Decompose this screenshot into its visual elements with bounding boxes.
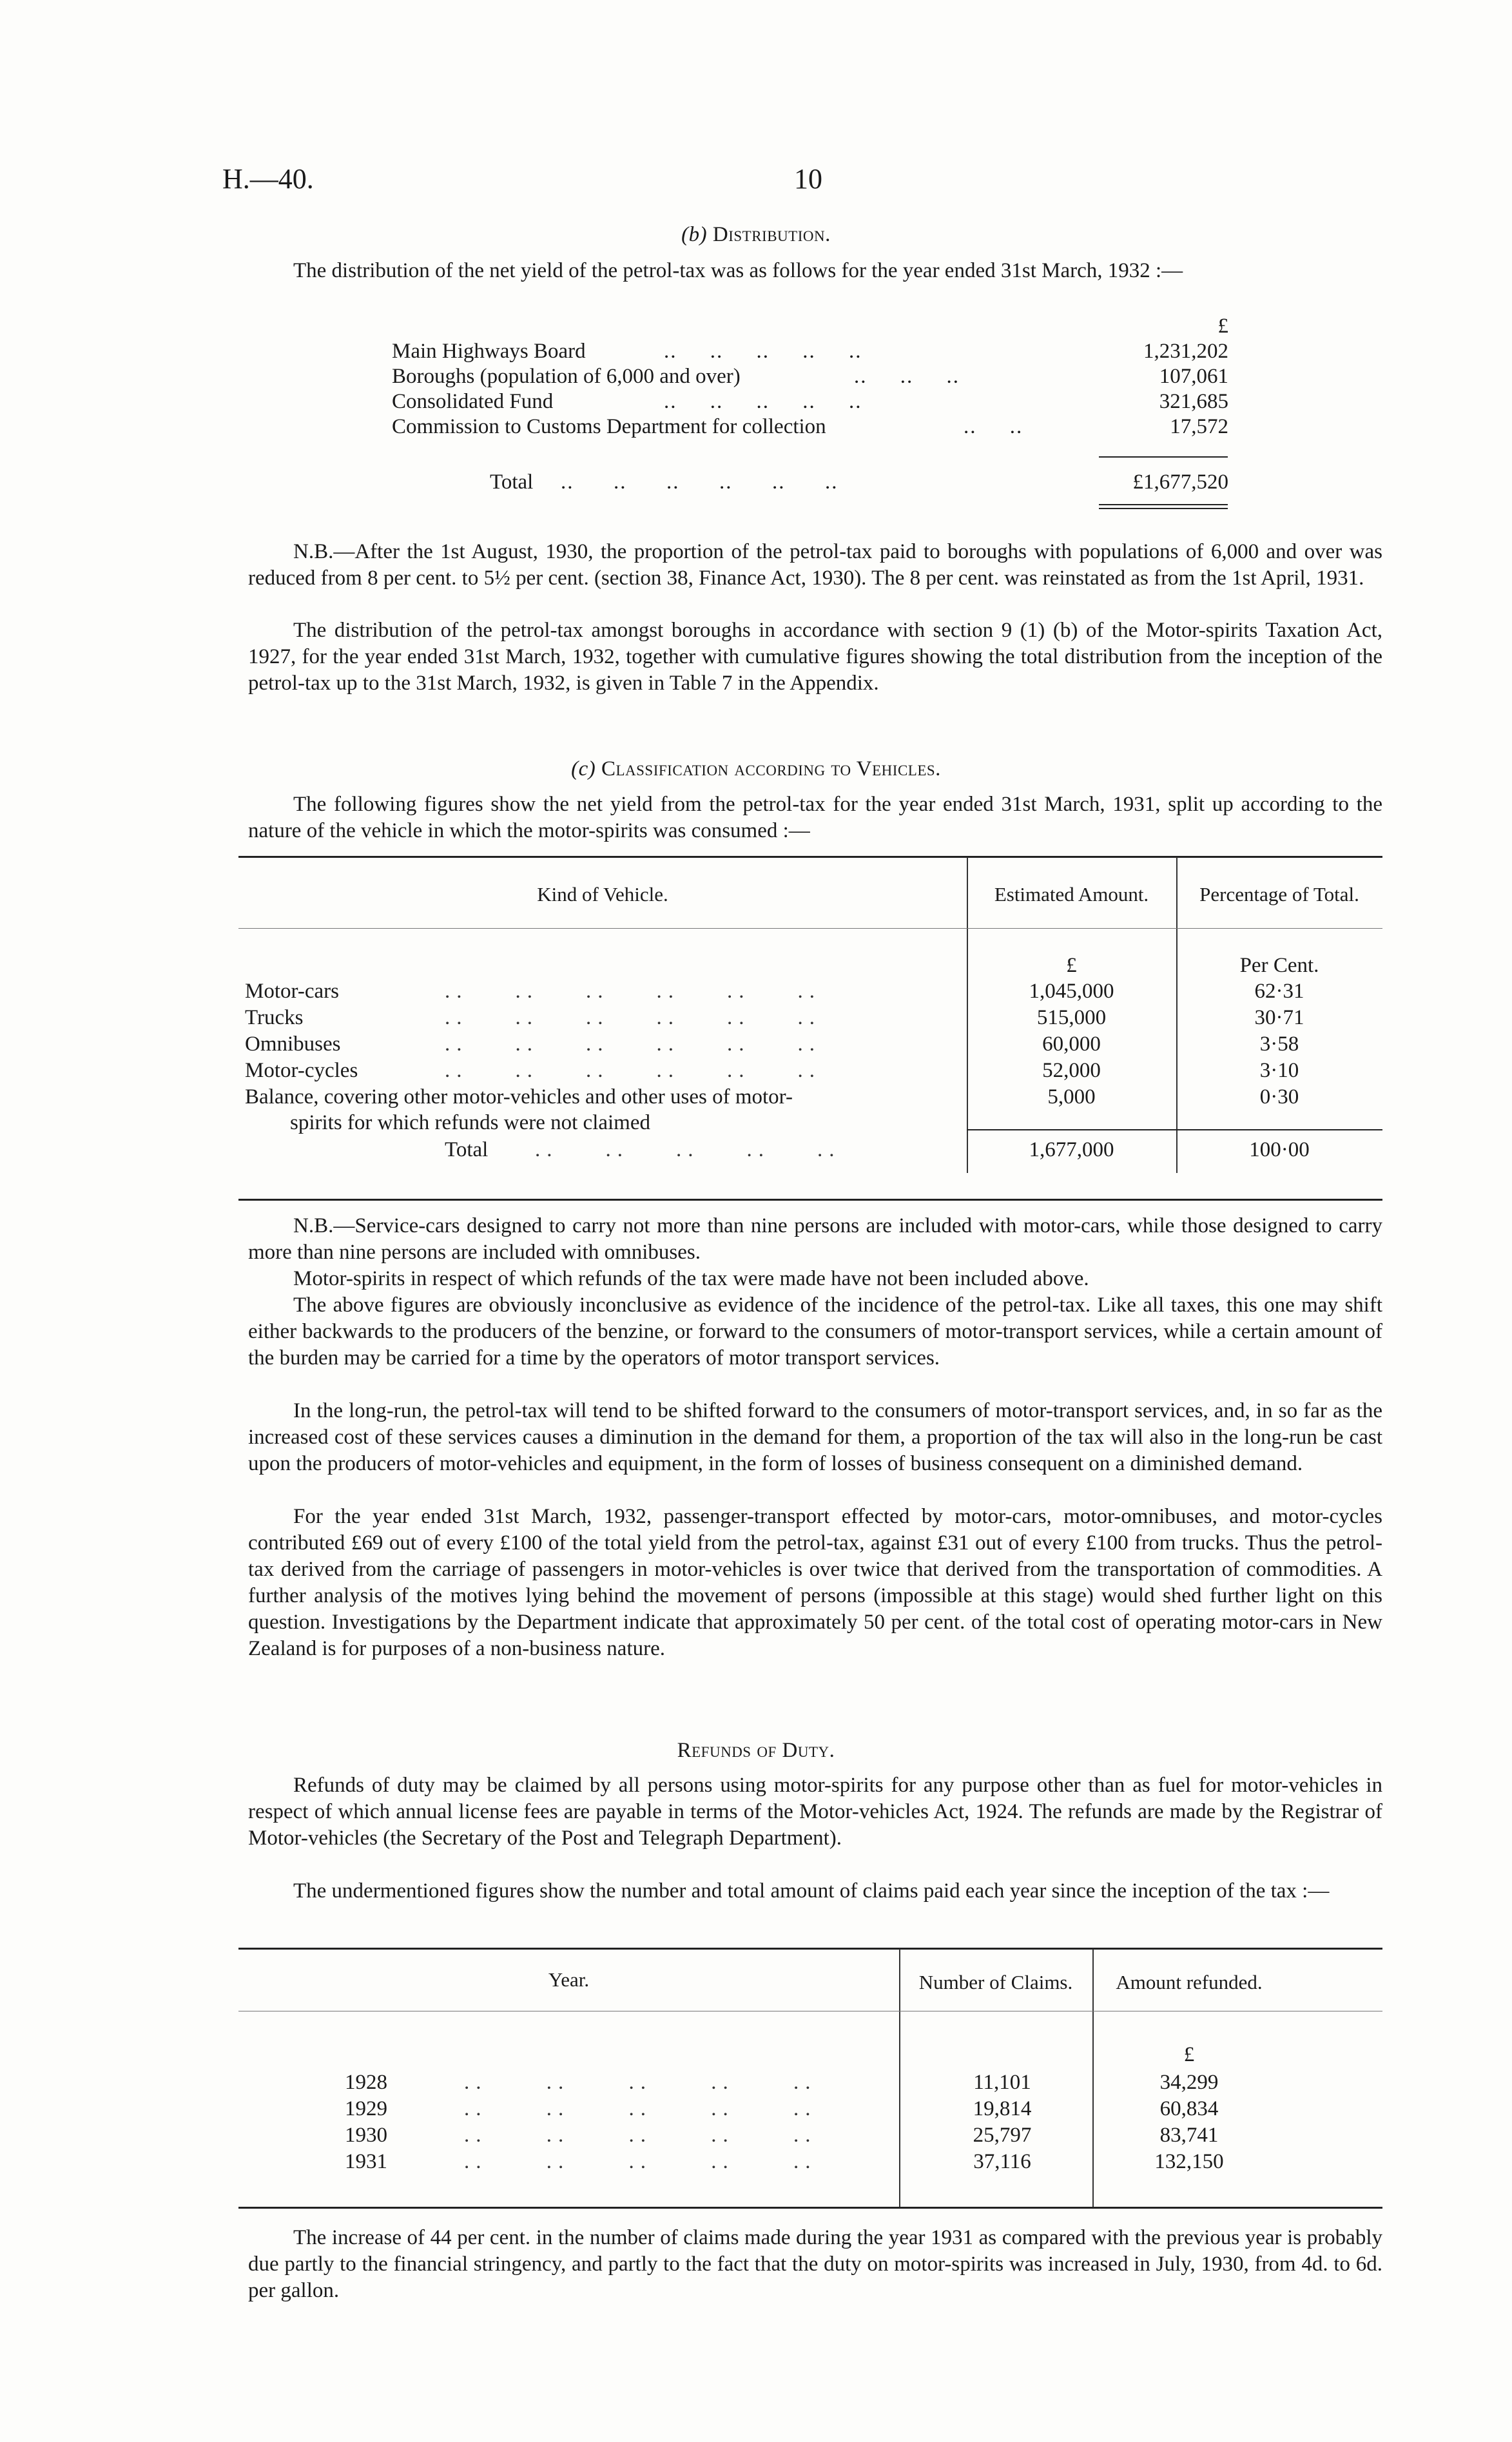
classification-intro-text: The following figures show the net yield from the petrol-tax for the year ended 31st March, 1931, split up according to the nature of the vehicle in which the motor-spirits was consumed :— <box>248 793 1382 842</box>
vehicle-total-amount: 1,677,000 <box>1029 1138 1114 1161</box>
refunds-p2 <box>248 1878 1382 1904</box>
refunds-closing-text: The increase of 44 per cent. in the number of claims made during the year 1931 as compared with the previous year is probably due partly to the financial stringency, and partly to the fact that the duty on motor-spirits was increased in July, 1930, from 4d. to 6d. per gallon. <box>248 2226 1382 2302</box>
leader-dots: .. .. .. .. .. .. <box>561 470 838 494</box>
distribution-heading-text: Distribution. <box>712 223 831 246</box>
vehicle-amount: 60,000 <box>1042 1032 1101 1056</box>
leader-dots: .. .. .. .. .. .. <box>445 1006 821 1029</box>
refund-year: 1929 <box>345 2097 387 2120</box>
vehicle-kind: Balance, covering other motor-vehicles and other uses of motor- <box>245 1085 793 1109</box>
leader-dots: .. .. .. .. .. <box>464 2124 817 2147</box>
vehicle-amount: 5,000 <box>1047 1085 1096 1109</box>
refund-year: 1928 <box>345 2071 387 2094</box>
distribution-row-amount: 17,572 <box>1170 415 1228 438</box>
vehicle-percent: 3·10 <box>1259 1059 1299 1082</box>
classification-heading-prefix: (c) <box>571 757 596 780</box>
subtotal-rule <box>967 1129 1382 1130</box>
vehicle-kind: Trucks <box>245 1006 304 1029</box>
distribution-heading <box>0 223 1512 247</box>
leader-dots: .. .. .. .. .. <box>535 1138 841 1161</box>
distribution-row-amount: 107,061 <box>1159 365 1228 388</box>
refund-year: 1931 <box>345 2150 387 2173</box>
refund-amount: 132,150 <box>1154 2150 1224 2173</box>
distribution-row-label: Boroughs (population of 6,000 and over) <box>392 365 741 388</box>
distribution-intro-text: The distribution of the net yield of the petrol-tax was as follows for the year ended 31st March, 1932 :— <box>293 259 1183 282</box>
vehicle-kind: Omnibuses <box>245 1032 341 1056</box>
vehicle-amount: 515,000 <box>1036 1006 1107 1029</box>
col-header-year: Year. <box>548 1968 590 1991</box>
page-number: 10 <box>794 163 822 195</box>
vehicle-amount: 1,045,000 <box>1029 980 1114 1003</box>
refund-amount: 83,741 <box>1159 2124 1219 2147</box>
table-bottom-rule <box>238 2207 1382 2209</box>
col-header-refunded: Amount refunded. <box>1116 1971 1263 1993</box>
distribution-total-amount: £1,677,520 <box>1132 470 1228 494</box>
table-bottom-rule <box>238 1199 1382 1201</box>
classification-heading-text: Classification according to Vehicles. <box>601 757 941 780</box>
distribution-intro <box>248 258 1382 284</box>
col-header-kind: Kind of Vehicle. <box>537 883 668 906</box>
discussion-p1 <box>248 1213 1382 1266</box>
table-top-rule <box>238 856 1382 858</box>
distribution-para2 <box>248 617 1382 697</box>
distribution-nb-text: N.B.—After the 1st August, 1930, the proportion of the petrol-tax paid to boroughs with populations of 6,000 and over was reduced from 8 per cent. to 5½ per cent. (section 38, Finance Act, 1930). The 8 per cent. was reinstated as from the 1st April, 1931. <box>248 540 1382 590</box>
refunds-heading: Refunds of Duty. <box>677 1739 835 1762</box>
distribution-row-amount: 321,685 <box>1159 390 1228 413</box>
distribution-row-label: Consolidated Fund <box>392 390 554 413</box>
leader-dots: .. .. .. .. .. <box>664 390 862 413</box>
distribution-currency: £ <box>1217 315 1228 338</box>
refund-amount: 34,299 <box>1159 2071 1219 2094</box>
vehicle-total-percent: 100·00 <box>1249 1138 1310 1161</box>
leader-dots: .. .. .. .. .. <box>664 340 862 363</box>
discussion-p2 <box>248 1266 1382 1292</box>
refund-claims: 19,814 <box>973 2097 1032 2120</box>
total-rule <box>1099 508 1228 509</box>
refund-claims: 11,101 <box>973 2071 1031 2094</box>
leader-dots: .. .. .. .. .. .. <box>445 1059 821 1082</box>
unit-amount: £ <box>1066 954 1077 977</box>
distribution-row-label: Main Highways Board <box>392 340 586 363</box>
distribution-nb <box>248 539 1382 592</box>
leader-dots: .. .. .. .. .. .. <box>445 1032 821 1056</box>
refund-claims: 37,116 <box>973 2150 1031 2173</box>
unit-percent: Per Cent. <box>1239 954 1319 977</box>
vehicle-total-label: Total <box>445 1138 489 1161</box>
discussion-p3 <box>248 1292 1382 1371</box>
col-header-percent: Percentage of Total. <box>1199 883 1359 906</box>
refund-claims: 25,797 <box>973 2124 1032 2147</box>
table-top-rule <box>238 1948 1382 1950</box>
leader-dots: .. .. .. .. .. <box>464 2150 817 2173</box>
leader-dots: .. .. <box>964 415 1023 438</box>
col-header-claims: Number of Claims. <box>918 1971 1073 1993</box>
classification-intro <box>248 791 1382 844</box>
total-rule <box>1099 504 1228 505</box>
discussion-p2-text: Motor-spirits in respect of which refunds of the tax were made have not been included above. <box>293 1267 1089 1290</box>
vehicle-amount: 52,000 <box>1042 1059 1101 1082</box>
vehicle-percent: 30·71 <box>1254 1006 1304 1029</box>
classification-heading <box>0 757 1512 781</box>
refunds-p1 <box>248 1772 1382 1852</box>
distribution-heading-prefix: (b) <box>681 223 708 246</box>
vehicle-kind: Motor-cars <box>245 980 339 1003</box>
discussion-p3-text: The above figures are obviously inconclusive as evidence of the incidence of the petrol-tax. Like all taxes, this one may shift either backwards to the producers of the benzine, or forward to the consumers of motor-transport services, while a certain amount of the burden may be carried for a time by the operators of motor transport services. <box>248 1294 1382 1370</box>
distribution-total-label: Total <box>490 470 534 494</box>
leader-dots: .. .. .. .. .. <box>464 2097 817 2120</box>
vehicle-percent: 62·31 <box>1254 980 1304 1003</box>
col-header-amount: Estimated Amount. <box>994 883 1149 906</box>
refunds-closing <box>248 2225 1382 2304</box>
subtotal-rule <box>1099 456 1228 458</box>
leader-dots: .. .. .. .. .. .. <box>445 980 821 1003</box>
discussion-p4-text: In the long-run, the petrol-tax will tend to be shifted forward to the consumers of motor-transport services, and, in so far as the increased cost of these services causes a diminution in the demand for them, a proportion of the tax will also in the long-run be cast upon the producers of motor-vehicles and equipment, in the form of losses of business consequent on a diminished demand. <box>248 1399 1382 1475</box>
unit-amount: £ <box>1183 2043 1195 2066</box>
refunds-p1-text: Refunds of duty may be claimed by all persons using motor-spirits for any purpose other than as fuel for motor-vehicles in respect of which annual license fees are payable in terms of the Motor-vehicles Act, 1924. The refunds are made by the Registrar of Motor-vehicles (the Secretary of the Post and Telegraph Department). <box>248 1774 1382 1850</box>
refund-amount: 60,834 <box>1159 2097 1219 2120</box>
vehicle-kind-continued: spirits for which refunds were not claimed <box>290 1111 651 1134</box>
leader-dots: .. .. .. .. .. <box>464 2071 817 2094</box>
document-reference: H.—40. <box>222 163 314 195</box>
discussion-p1-text: N.B.—Service-cars designed to carry not more than nine persons are included with motor-cars, while those designed to carry more than nine persons are included with omnibuses. <box>248 1214 1382 1264</box>
distribution-row-label: Commission to Customs Department for collection <box>392 415 826 438</box>
refunds-p2-text: The undermentioned figures show the number and total amount of claims paid each year since the inception of the tax :— <box>293 1879 1330 1903</box>
discussion-p5-text: For the year ended 31st March, 1932, passenger-transport effected by motor-cars, motor-omnibuses, and motor-cycles contributed £69 out of every £100 of the total yield from the petrol-tax, against £31 out of every £100 from trucks. Thus the petrol-tax derived from the carriage of passengers in motor-vehicles is over twice that derived from the transportation of commodities. A further analysis of the motives lying behind the movement of persons (impossible at this stage) would shed further light on this question. Investigations by the Department indicate that approximately 50 per cent. of the total cost of operating motor-cars in New Zealand is for purposes of a non-business nature. <box>248 1505 1382 1660</box>
distribution-row-amount: 1,231,202 <box>1143 340 1228 363</box>
discussion-p4 <box>248 1398 1382 1477</box>
vehicle-percent: 0·30 <box>1259 1085 1299 1109</box>
leader-dots: .. .. .. <box>854 365 960 388</box>
discussion-p5 <box>248 1504 1382 1662</box>
header-rule <box>238 928 1382 929</box>
distribution-para2-text: The distribution of the petrol-tax amongst boroughs in accordance with section 9 (1) (b) of the Motor-spirits Taxation Act, 1927, for the year ended 31st March, 1932, together with cumulative figures showing the total distribution from the inception of the petrol-tax up to the 31st March, 1932, is given in Table 7 in the Appendix. <box>248 619 1382 695</box>
refund-year: 1930 <box>345 2124 387 2147</box>
vehicle-kind: Motor-cycles <box>245 1059 358 1082</box>
vehicle-percent: 3·58 <box>1259 1032 1299 1056</box>
